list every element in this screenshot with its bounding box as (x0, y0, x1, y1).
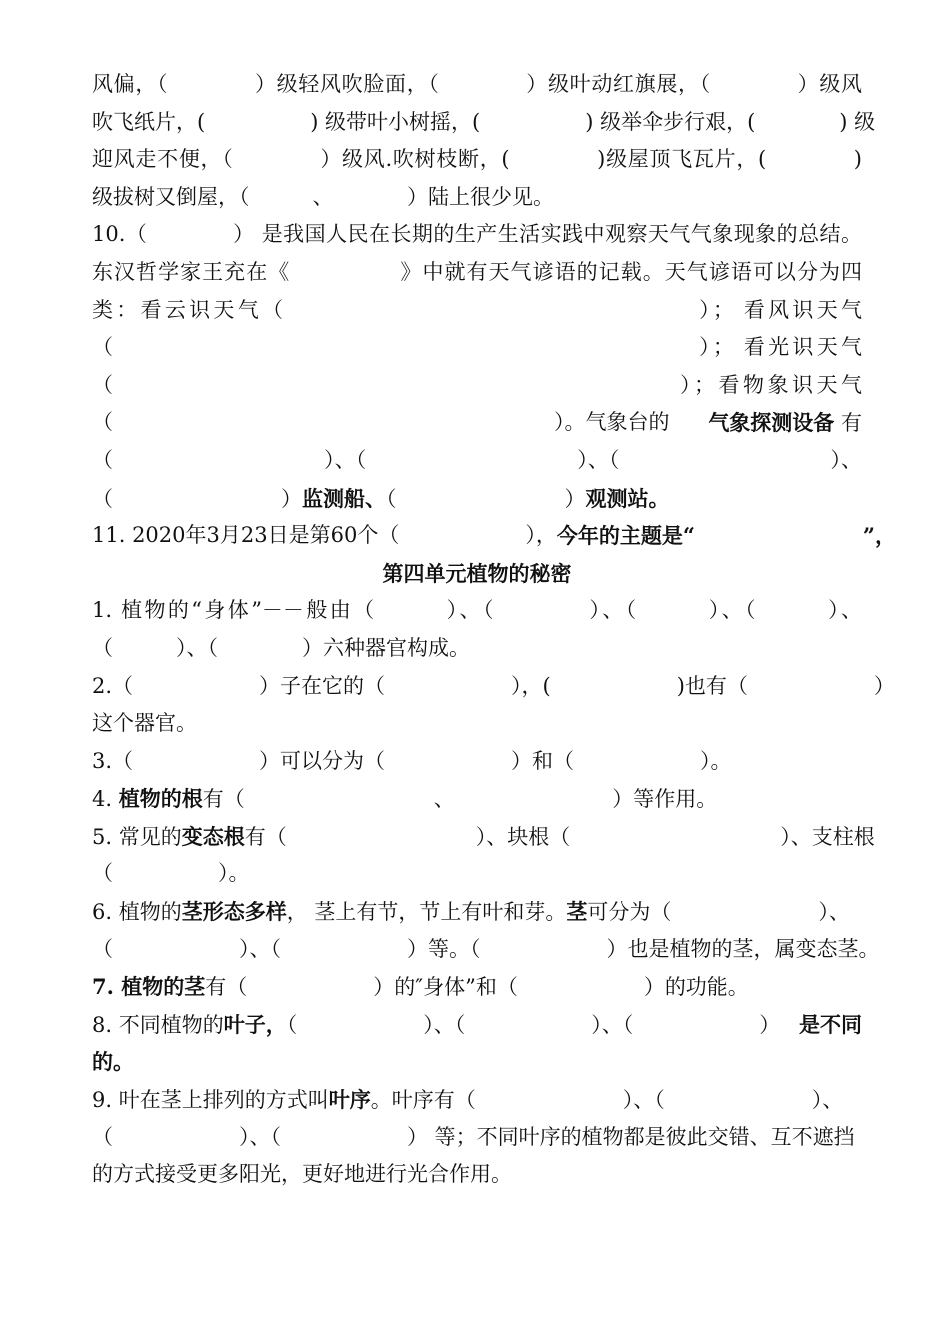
worksheet-page (92, 66, 896, 1194)
line12-blank-b: （ ） (386, 486, 586, 511)
text-line-9: （ ）；看物象识天气 (92, 372, 862, 397)
item-8-line-1 (92, 1006, 862, 1044)
item-6-text-a: ， 茎上有节，节上有叶和芽。 (286, 900, 567, 925)
item-9-line-1 (92, 1081, 862, 1119)
line12-bold-b: 观测站。 (585, 485, 670, 511)
item-6-text-b: 可分为（ ）、 (587, 900, 850, 925)
text-line-12 (92, 480, 862, 518)
item-3: 3.（ ）可以分为（ ）和（ ）。 (92, 748, 732, 773)
item-1-line-1: 1. 植物的“身体”－－般由（ ）、（ ）、（ ）、（ ）、 (92, 598, 862, 623)
text-line-3: 迎风走不便，（ ）级风.吹树枝断，( )级屋顶飞瓦片，( ) (92, 147, 862, 172)
line10-end: 有 (834, 411, 862, 436)
item-6-line-1 (92, 893, 862, 931)
item-9-number: 9. 叶在茎上排列的方式叫 (92, 1088, 329, 1113)
item-8-line-2: 的。 (92, 1049, 134, 1075)
item-2-line-2: 这个器官。 (92, 711, 197, 736)
line10-bold: 气象探测设备 (708, 410, 835, 436)
item-7-text: 有（ ）的″身体”和（ ）的功能。 (205, 975, 749, 1000)
item-4-text: 有（ 、 ）等作用。 (202, 787, 718, 812)
text-line-8: （ ）； 看光识天气 (92, 335, 862, 360)
item-8-text: （ ）、（ ）、（ ） (286, 1012, 781, 1037)
item-8-number: 8. 不同植物的 (92, 1012, 224, 1037)
item-9-bold: 叶序 (328, 1087, 371, 1113)
item-8-bold: 叶子， (223, 1011, 287, 1037)
line13-bold: 今年的主题是“ ”， (556, 523, 896, 549)
text-line-13 (92, 517, 896, 555)
item-9-line-3: 的方式接受更多阳光，更好地进行光合作用。 (92, 1162, 512, 1187)
section-title: 第四单元植物的秘密 (382, 560, 572, 586)
text-line-4: 级拔树又倒屋，（ 、 ）陆上很少见。 (92, 184, 554, 209)
item-2-line-1: 2.（ ）子在它的（ ），( )也有（ ） (92, 673, 895, 698)
item-5-line-2: （ ）。 (92, 861, 250, 886)
item-6-number: 6. 植物的 (92, 900, 182, 925)
text-line-7: 类：看云识天气（ ）； 看风识天气 (92, 297, 862, 322)
text-line-10 (92, 404, 862, 442)
item-5-text: 有（ ）、块根（ ）、支柱根 (244, 824, 875, 849)
item-5-bold: 变态根 (181, 823, 245, 849)
text-line-11: （ ）、（ ）、（ ）、 (92, 447, 862, 472)
item-4-number: 4. (92, 787, 119, 812)
line12-bold-a: 监测船、 (302, 485, 386, 511)
item-7 (92, 968, 862, 1006)
line10-text: （ ）。气象台的 (92, 410, 670, 435)
item-4-bold: 植物的根 (118, 786, 203, 812)
item-5-line-1 (92, 818, 875, 856)
text-line-1: 风偏，（ ）级轻风吹脸面，（ ）级叶动红旗展，（ ）级风 (92, 72, 862, 96)
item-5-number: 5. 常见的 (92, 824, 182, 849)
text-line-2: 吹飞纸片，( ) 级带叶小树摇，( ) 级举伞步行艰，( ) 级 (92, 109, 876, 134)
item-1-line-2: （ ）、（ ）六种器官构成。 (92, 635, 470, 660)
item-4 (92, 780, 862, 818)
text-line-5: 10.（ ） 是我国人民在长期的生产生活实践中观察天气气象现象的总结。 (92, 222, 862, 247)
item-8-bold-end: 是不同 (799, 1011, 862, 1037)
line13-text: 11. 2020年3月23日是第60个（ ）， (92, 523, 557, 548)
item-9-line-2: （ ）、（ ） 等；不同叶序的植物都是彼此交错、互不遮挡 (92, 1124, 855, 1149)
item-6-line-2: （ ）、（ ）等。（ ）也是植物的茎，属变态茎。 (92, 936, 880, 961)
item-9-text: 。叶序有（ ）、（ ）、 (370, 1088, 844, 1113)
item-6-bold-b: 茎 (566, 899, 588, 925)
text-line-6: 东汉哲学家王充在《 》中就有天气谚语的记载。天气谚语可以分为四 (92, 259, 862, 284)
item-6-bold-a: 茎形态多样 (181, 899, 287, 925)
item-7-bold: 7. 植物的茎 (92, 974, 206, 1000)
line12-blank-a: （ ） (92, 486, 302, 511)
